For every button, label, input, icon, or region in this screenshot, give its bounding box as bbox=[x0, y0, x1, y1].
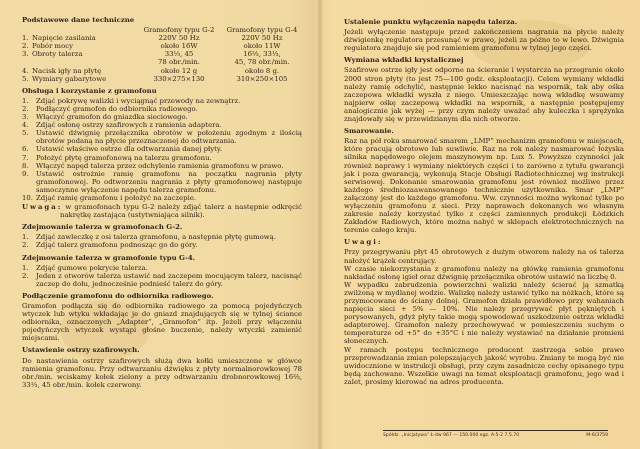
usage-heading: Obsługa i korzystanie z gramofonu bbox=[22, 86, 157, 95]
list-item bbox=[22, 121, 302, 129]
row-g2: 220V 50 Hz bbox=[158, 34, 200, 43]
item-number: 5. bbox=[22, 129, 29, 138]
usage-list bbox=[22, 97, 302, 202]
row-num: 5. bbox=[22, 74, 29, 83]
lubrication-heading: Smarowanie. bbox=[344, 127, 394, 136]
item-number: 4. bbox=[22, 121, 29, 130]
remarks-body bbox=[344, 248, 624, 386]
usage-note bbox=[22, 203, 302, 219]
cutoff-heading: Ustalenie punktu wyłączenia napędu talerza. bbox=[344, 18, 518, 26]
item-text: Podłączyć gramofon do odbiornika radiowego. bbox=[36, 104, 198, 113]
table-header-spacer bbox=[32, 26, 136, 34]
note-text: w gramofonach typu G-2 należy zdjąć talerz a następnie odkręcić nakrętkę zastająca (ustytwniająca silnik). bbox=[60, 203, 302, 220]
item-number: 1. bbox=[22, 96, 29, 105]
row-label: Napięcie zasilania bbox=[32, 34, 96, 43]
item-number: 3. bbox=[22, 113, 29, 122]
row-g4: około 8 g. bbox=[244, 66, 280, 75]
remove-g4-heading: Zdejmowanie talerza w gramofonie typu G-4. bbox=[22, 253, 196, 262]
remarks-paragraph: Przy przegrywaniu płyt 45 obrotowych z dużym otworem należy na oś talerza nałożyć krążek centrujący. bbox=[344, 248, 624, 265]
item-text: Zdjąć pokrywę walizki i wyciągnąć przewody na zewnątrz. bbox=[36, 96, 241, 105]
remove-g4-list bbox=[22, 264, 302, 288]
item-text: Zdjąć osłonę ostrzy szafirowych z ramienia adaptera. bbox=[36, 121, 222, 130]
list-item bbox=[22, 145, 302, 153]
list-item bbox=[22, 105, 302, 113]
row-label: Nacisk igły na płytę bbox=[32, 66, 102, 75]
row-label: Pobór mocy bbox=[32, 42, 73, 51]
list-item bbox=[22, 162, 302, 170]
item-number: 6. bbox=[22, 145, 29, 154]
item-text: Włączyć napęd talerza przez odchylenie ramienia gramofonu w prawo. bbox=[36, 161, 284, 170]
row-label bbox=[32, 58, 136, 66]
list-item bbox=[22, 170, 302, 194]
stylus-heading: Ustawienie ostrzy szafirowych. bbox=[22, 346, 140, 355]
row-label: Obroty talerza bbox=[32, 50, 83, 59]
item-number: 2. bbox=[22, 271, 29, 280]
cartridge-heading: Wymiana wkładki krystalicznej bbox=[344, 56, 464, 65]
list-item bbox=[22, 194, 302, 202]
row-num bbox=[22, 58, 32, 66]
item-number: 7. bbox=[22, 153, 29, 162]
row-label: Wymiary gabarytowe bbox=[32, 74, 107, 83]
list-item bbox=[22, 264, 302, 272]
list-item bbox=[22, 154, 302, 162]
footer-rule bbox=[383, 430, 608, 431]
row-num: 1. bbox=[22, 34, 29, 43]
item-text: Włączyć gramofon do gniazdka sieciowego. bbox=[36, 113, 188, 122]
item-text: Ustawić ostrożnie ramię gramofonu na początku nagrania płyty gramofonowej. Po odtworzeniu nagrania z płyty gramofonowej następuje samoczynne wyłączenie napędu talerza gramofonu. bbox=[36, 169, 302, 194]
item-number: 10. bbox=[22, 193, 33, 202]
remove-g2-heading: Zdejmowanie talerza w gramofonach G-2. bbox=[22, 223, 183, 232]
tech-data-heading: Podstawowe dane techniczne bbox=[22, 16, 135, 24]
print-code: M-6/3759 bbox=[586, 433, 608, 438]
row-g2: około 12 g bbox=[160, 66, 198, 75]
remarks-paragraph: W ramach postępu technicznego producent zastrzega sobie prawo przeprowadzania zmian polepszających jakość wyrobu. Zmiany te mogą być nie uwidocznione w instrukcji obsługi, przy czym zasadnicze cechy opisanego typu będą zachowane. Wszelkie uwagi na temat eksploatacji gramofonu, jego wad i zalet, prosimy kierować na adres producenta. bbox=[344, 345, 624, 386]
row-g4: około 11W bbox=[243, 42, 281, 51]
remarks-paragraph: W wypadku zabrudzenia powierzchni walizki należy ścierać ją szmatką zwilżoną w mydlanej wodzie. Walizkę należy ustawić tylko na nóżkach, które są przymocowane do ściany dolnej. Gramofon działa prawidłowo przy wahaniach napięcia sieci + 5% — 10%. Nie należy przegrywać płyt pękniętych i porysowanych, gdyż płyty takie mogą spowodować uszkodzenie ostrza wkładki adapterowej. Gramofon należy przechowywać w pomieszczeniu suchym o temperaturze od +5° do +35°C i nie należy wystawiać na działanie promieni słonecznych. bbox=[344, 280, 624, 346]
item-text: Ustawić właściwe ostrze dla odtwarzania danej płyty. bbox=[36, 145, 223, 154]
list-item bbox=[22, 233, 302, 241]
remove-g2-list bbox=[22, 233, 302, 249]
row-num: 4. bbox=[22, 66, 29, 75]
print-footer-block bbox=[383, 430, 608, 439]
remarks-heading: Uwagi: bbox=[344, 238, 383, 247]
item-text: Zdjąć zawleczkę z osi talerza gramofonu, a następnie płytę gumową. bbox=[36, 233, 276, 242]
cartridge-text: Szafirowe ostrze igły jest odporne na ścieranie i wystarcza na przegranie około 2000 stron płyty (to jest 75—100 godz. eksploatacji). Celem wymiany wkładki należy ramię odchylić, następnie lekko nacisnąć na wspornik, tak aby ośka zaczepowa wkładki wyszła z niego. Umieszczając nową wkładkę wsuwamy najpierw ośkę zaczepową wkładki na wspornik, a następnie postępujemy analogicznie jak wyżej — przy czym należy uważać aby kuleczka i sprężynka znajdowały się w przewidzianym dla nich otworze. bbox=[344, 66, 624, 124]
right-page bbox=[320, 0, 640, 449]
item-text: Zdjąć talerz gramofonu podnosząc go do góry. bbox=[36, 241, 198, 250]
list-item bbox=[22, 113, 302, 121]
stylus-text: Do nastawienia ostrzy szafirowych służą dwa kołki umieszczone w główce ramienia gramofonu. Przy odtwarzaniu dźwięku z płyty normalnorowkowej 78 obr./min. wciskamy kołek zielony a przy odtwarzaniu drobnorowkowej 16⅔, 33⅓, 45 obr./min. kołek czerwony. bbox=[22, 356, 302, 389]
tech-data-table bbox=[22, 26, 302, 83]
item-number: 1. bbox=[22, 263, 29, 272]
col-header-g2: Gramofony typu G-2 bbox=[143, 26, 215, 35]
table-header-spacer bbox=[22, 26, 32, 34]
row-g4: 16⅔, 33⅓, bbox=[243, 50, 281, 59]
item-number: 1. bbox=[22, 233, 29, 242]
row-g2: 33⅓, 45 bbox=[164, 50, 194, 59]
item-number: 8. bbox=[22, 161, 29, 170]
row-num: 2. bbox=[22, 42, 29, 51]
note-label: Uwaga: bbox=[22, 203, 63, 212]
row-g4: 45, 78 obr./min. bbox=[234, 58, 290, 67]
item-number: 2. bbox=[22, 104, 29, 113]
item-text: Położyć płytę gramofonową na talerzu gramofonu. bbox=[36, 153, 212, 162]
list-item bbox=[22, 272, 302, 288]
row-g2: 78 obr./min. bbox=[158, 58, 200, 67]
row-g2: 330×275×130 bbox=[153, 74, 205, 83]
lubrication-text: Raz na pół roku smarować smarem „LMP” mechanizm gramofonu w miejscach, które pracują obrotowo lub suwliwie. Raz na rok należy nasmarować łożyska silnika napędowego olejem maszynowym np. Lux 5. Powyższe czynności jak również naprawy i wymiany niektórych części i to zarówno z tytułu gwarancji jak i poza gwarancją, wykonują Stacje Obsługi Radiotechnicznej wg instrukcji serwisowej. Dokonanie smarowania gramofonu jest również możliwe przez każdego średniozaawansowanego technicznie użytkownika. Smar „LMP” załączony jest do każdego gramofonu. Ww. czynności można wykonać tylko po wyłączeniu gramofonu z sieci. Przy naprawach dokonanych we własnym zakresie należy korzystać tylko z części zamiennych produkcji Łódzkich Zakładów Radiowych, które można nabyć w sklepach elektrotechnicznych na terenie całego kraju. bbox=[344, 137, 624, 235]
remarks-paragraph: W czasie niekorzystania z gramofonu należy na główkę ramienia gramofonu nakładać osłonę igieł oraz dźwignię przełącznika obrotów ustawić na liczbę 0. bbox=[344, 264, 624, 281]
row-num: 3. bbox=[22, 50, 29, 59]
item-text: Jeden z otworów talerza ustawić nad zaczepem mocującym talerz, nacisnąć zaczep do dołu, jednocześnie podnieść talerz do góry. bbox=[36, 271, 302, 288]
print-info: Spółdz. „Inicjatywa” Ł-dw 967 — 150.000 egz. A-5-2 7.5.70 bbox=[383, 433, 520, 438]
list-item bbox=[22, 97, 302, 105]
list-item bbox=[22, 129, 302, 145]
item-text: Zdjąć gumowe pokrycie talerza. bbox=[36, 263, 148, 272]
col-header-g4: Gramofony typu G-4 bbox=[226, 26, 298, 35]
item-number: 9. bbox=[22, 169, 29, 178]
list-item bbox=[22, 241, 302, 249]
item-number: 2. bbox=[22, 241, 29, 250]
connect-text: Gramofon podłącza się do odbiornika radiowego za pomocą pojedyńczych wtyczek lub wtyku wkładając je do gniazd znajdujących się w tylnej ściance odbiornika, oznaczonych „Adapter”, „Gramofon” itp. Jeżeli przy włączeniu pojedyńczych wtyczek wystąpi głośne buczenie, należy wtyczki zamienić miejscami. bbox=[22, 302, 302, 343]
cutoff-text: Jeżeli wyłączenie następuje przed zakończeniem nagrania na płycie należy dźwigienkę regulatora przesunąć w prawo, jeżeli za późno to w lewo. Dźwignia regulatora znajduje się pod ramieniem gramofonu w tylnej jego części. bbox=[344, 28, 624, 53]
row-g4: 310×250×105 bbox=[236, 74, 288, 83]
print-footer bbox=[383, 433, 608, 439]
connect-heading: Podłączenie gramofonu do odbiornika radiowego. bbox=[22, 291, 214, 300]
row-g2: około 16W bbox=[160, 42, 198, 51]
item-text: Ustawić dźwignię przełącznika obrotów w położeniu zgodnym z ilością obrotów podaną na płycie przeznaczonej do odtwarzania. bbox=[36, 129, 302, 146]
row-g4: 220V 50 Hz bbox=[241, 34, 283, 43]
item-text: Zdjąć ramię gramofonu i położyć na zaczepie. bbox=[36, 193, 196, 202]
